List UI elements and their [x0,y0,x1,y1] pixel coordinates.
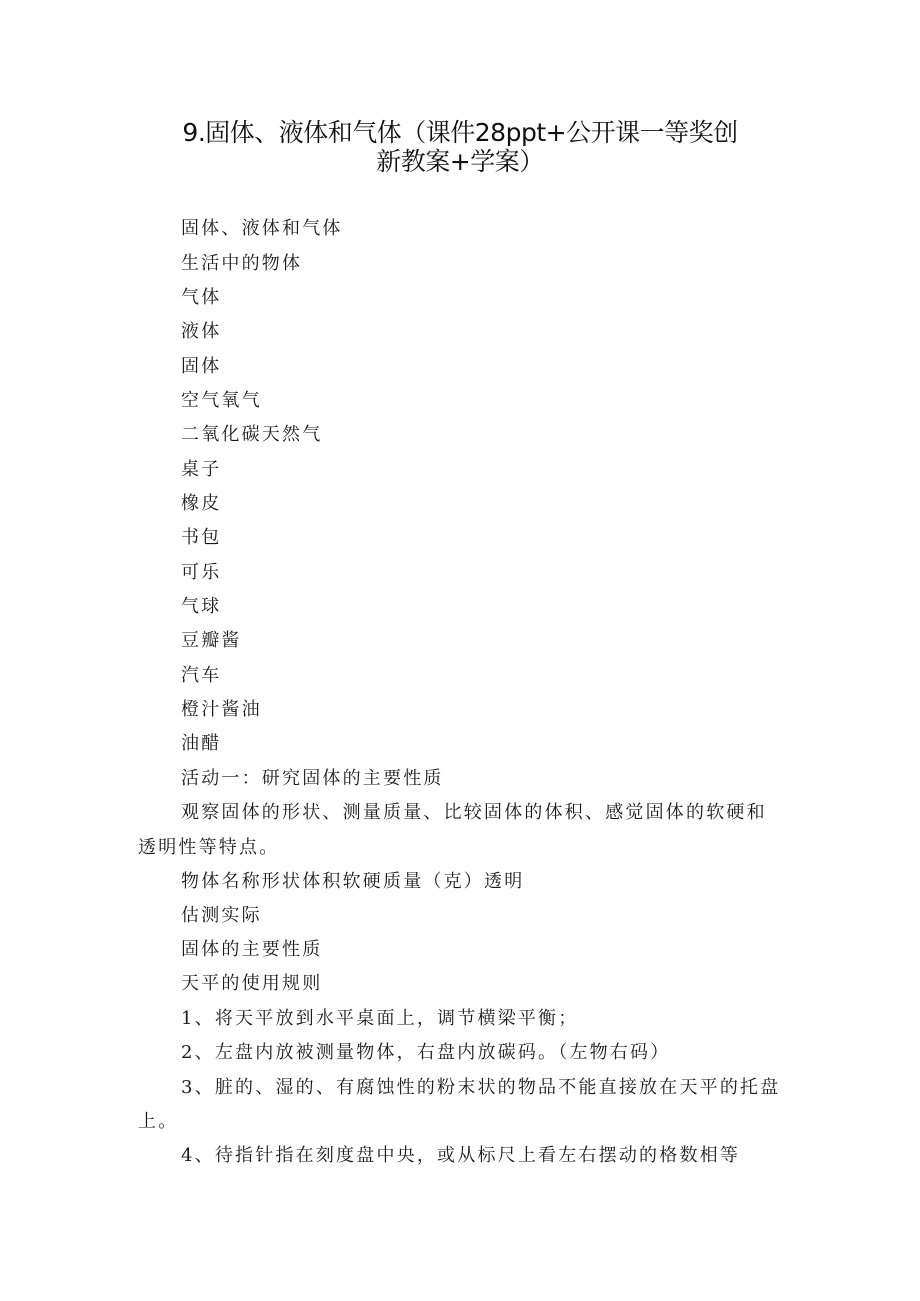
text-line: 油醋 [181,733,222,754]
document-title-line-2: 新教案+学案） [376,147,544,176]
text-line: 固体、液体和气体 [181,218,343,239]
text-line: 可乐 [181,562,222,583]
rule-item-continuation: 上。 [138,1111,179,1132]
text-line: 天平的使用规则 [181,973,323,994]
text-line: 豆瓣酱 [181,630,242,651]
text-line: 橡皮 [181,493,222,514]
text-line: 透明性等特点。 [138,837,280,858]
rule-item: 4、待指针指在刻度盘中央，或从标尺上看左右摆动的格数相等 [181,1145,741,1166]
text-line: 固体的主要性质 [181,939,323,960]
text-line: 物体名称形状体积软硬质量（克）透明 [181,871,525,892]
section-heading: 活动一：研究固体的主要性质 [181,768,444,789]
text-line: 固体 [181,356,222,377]
text-line: 书包 [181,527,222,548]
text-line: 生活中的物体 [181,253,303,274]
rule-item: 3、脏的、湿的、有腐蚀性的粉末状的物品不能直接放在天平的托盘 [181,1077,781,1098]
rule-item: 2、左盘内放被测量物体，右盘内放碳码。（左物右码） [181,1042,671,1063]
rule-item: 1、将天平放到水平桌面上，调节横梁平衡； [181,1008,579,1029]
text-line: 二氧化碳天然气 [181,424,323,445]
text-line: 估测实际 [181,905,262,926]
document-title-line-1: 9.固体、液体和气体（课件28ppt+公开课一等奖创 [182,118,738,147]
text-line: 汽车 [181,665,222,686]
text-line: 观察固体的形状、测量质量、比较固体的体积、感觉固体的软硬和 [181,802,767,823]
text-line: 空气氧气 [181,390,262,411]
text-line: 气体 [181,287,222,308]
text-line: 液体 [181,321,222,342]
text-line: 橙汁酱油 [181,699,262,720]
text-line: 气球 [181,596,222,617]
text-line: 桌子 [181,459,222,480]
